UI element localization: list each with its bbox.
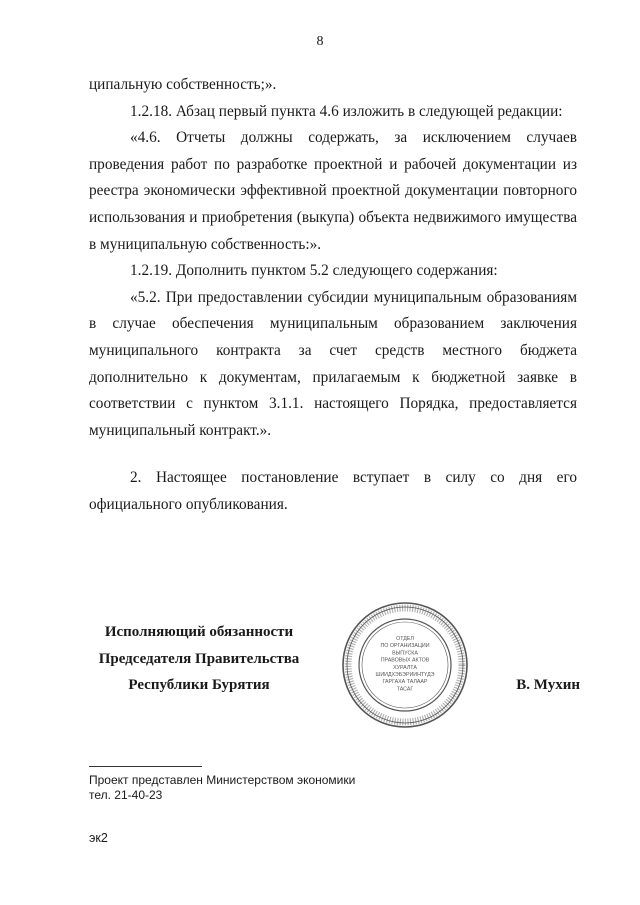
signer-position: [88, 619, 310, 699]
footnote-divider: [89, 766, 202, 767]
seal-text-line: ВЫПУСКА: [392, 650, 418, 657]
signature-block: [0, 618, 640, 738]
signer-position-line: Председателя Правительства: [98, 650, 300, 667]
paragraph-1-2-18: 1.2.18. Абзац первый пункта 4.6 изложить в следующей редакции:: [130, 102, 563, 120]
footnote-line: Проект представлен Министерством экономики: [89, 773, 356, 787]
signer-name: В. Мухин: [516, 677, 580, 693]
footnote: [89, 773, 429, 803]
paragraph-quote-5-2: «5.2. При предоставлении субсидии муниципальным образованиям в случае обеспечения муниципальным образованием заключения муниципального контракта за счет средств местного бюджета дополнительно к документам, прилагаемым к бюджетной заявке в соответствии с пунктом 3.1.1. настоящего Порядка, предоставляется муниципальный контракт.».: [89, 288, 577, 439]
seal-text-line: ХУРАЛТА: [393, 664, 417, 671]
paragraph-2-effective-date: 2. Настоящее постановление вступает в силу со дня его официального опубликования.: [89, 469, 577, 513]
document-code: эк2: [89, 831, 108, 845]
seal-text-line: ШИИДХЭБЭРИИНТҮДЭ: [375, 672, 435, 678]
seal-text-line: ПРАВОВЫХ АКТОВ: [380, 657, 430, 664]
paragraph-continuation: ципальную собственность;».: [89, 76, 277, 93]
signer-position-line: Республики Бурятия: [128, 677, 270, 693]
paragraph-quote-4-6: «4.6. Отчеты должны содержать, за исключением случаев проведения работ по разработке проектной и рабочей документации из реестра экономически эффективной проектной документации повторного использования и приобретения (выкупа) объекта недвижимого имущества в муниципальную собственность:».: [89, 129, 577, 253]
seal-text-line: ПО ОРГАНИЗАЦИИ: [380, 643, 430, 650]
official-seal-stamp: [340, 600, 470, 730]
document-body: [89, 72, 577, 519]
paragraph-1-2-19: 1.2.19. Дополнить пунктом 5.2 следующего содержания:: [130, 262, 498, 280]
page-number: 8: [316, 34, 324, 49]
seal-text-line: ГАРГАХА ТАЛААР: [382, 679, 428, 686]
footnote-line: тел. 21-40-23: [89, 788, 163, 802]
seal-text-line: ТАСАГ: [396, 686, 414, 693]
signer-position-line: Исполняющий обязанности: [104, 624, 294, 640]
seal-text-line: ОТДЕЛ: [396, 636, 414, 642]
